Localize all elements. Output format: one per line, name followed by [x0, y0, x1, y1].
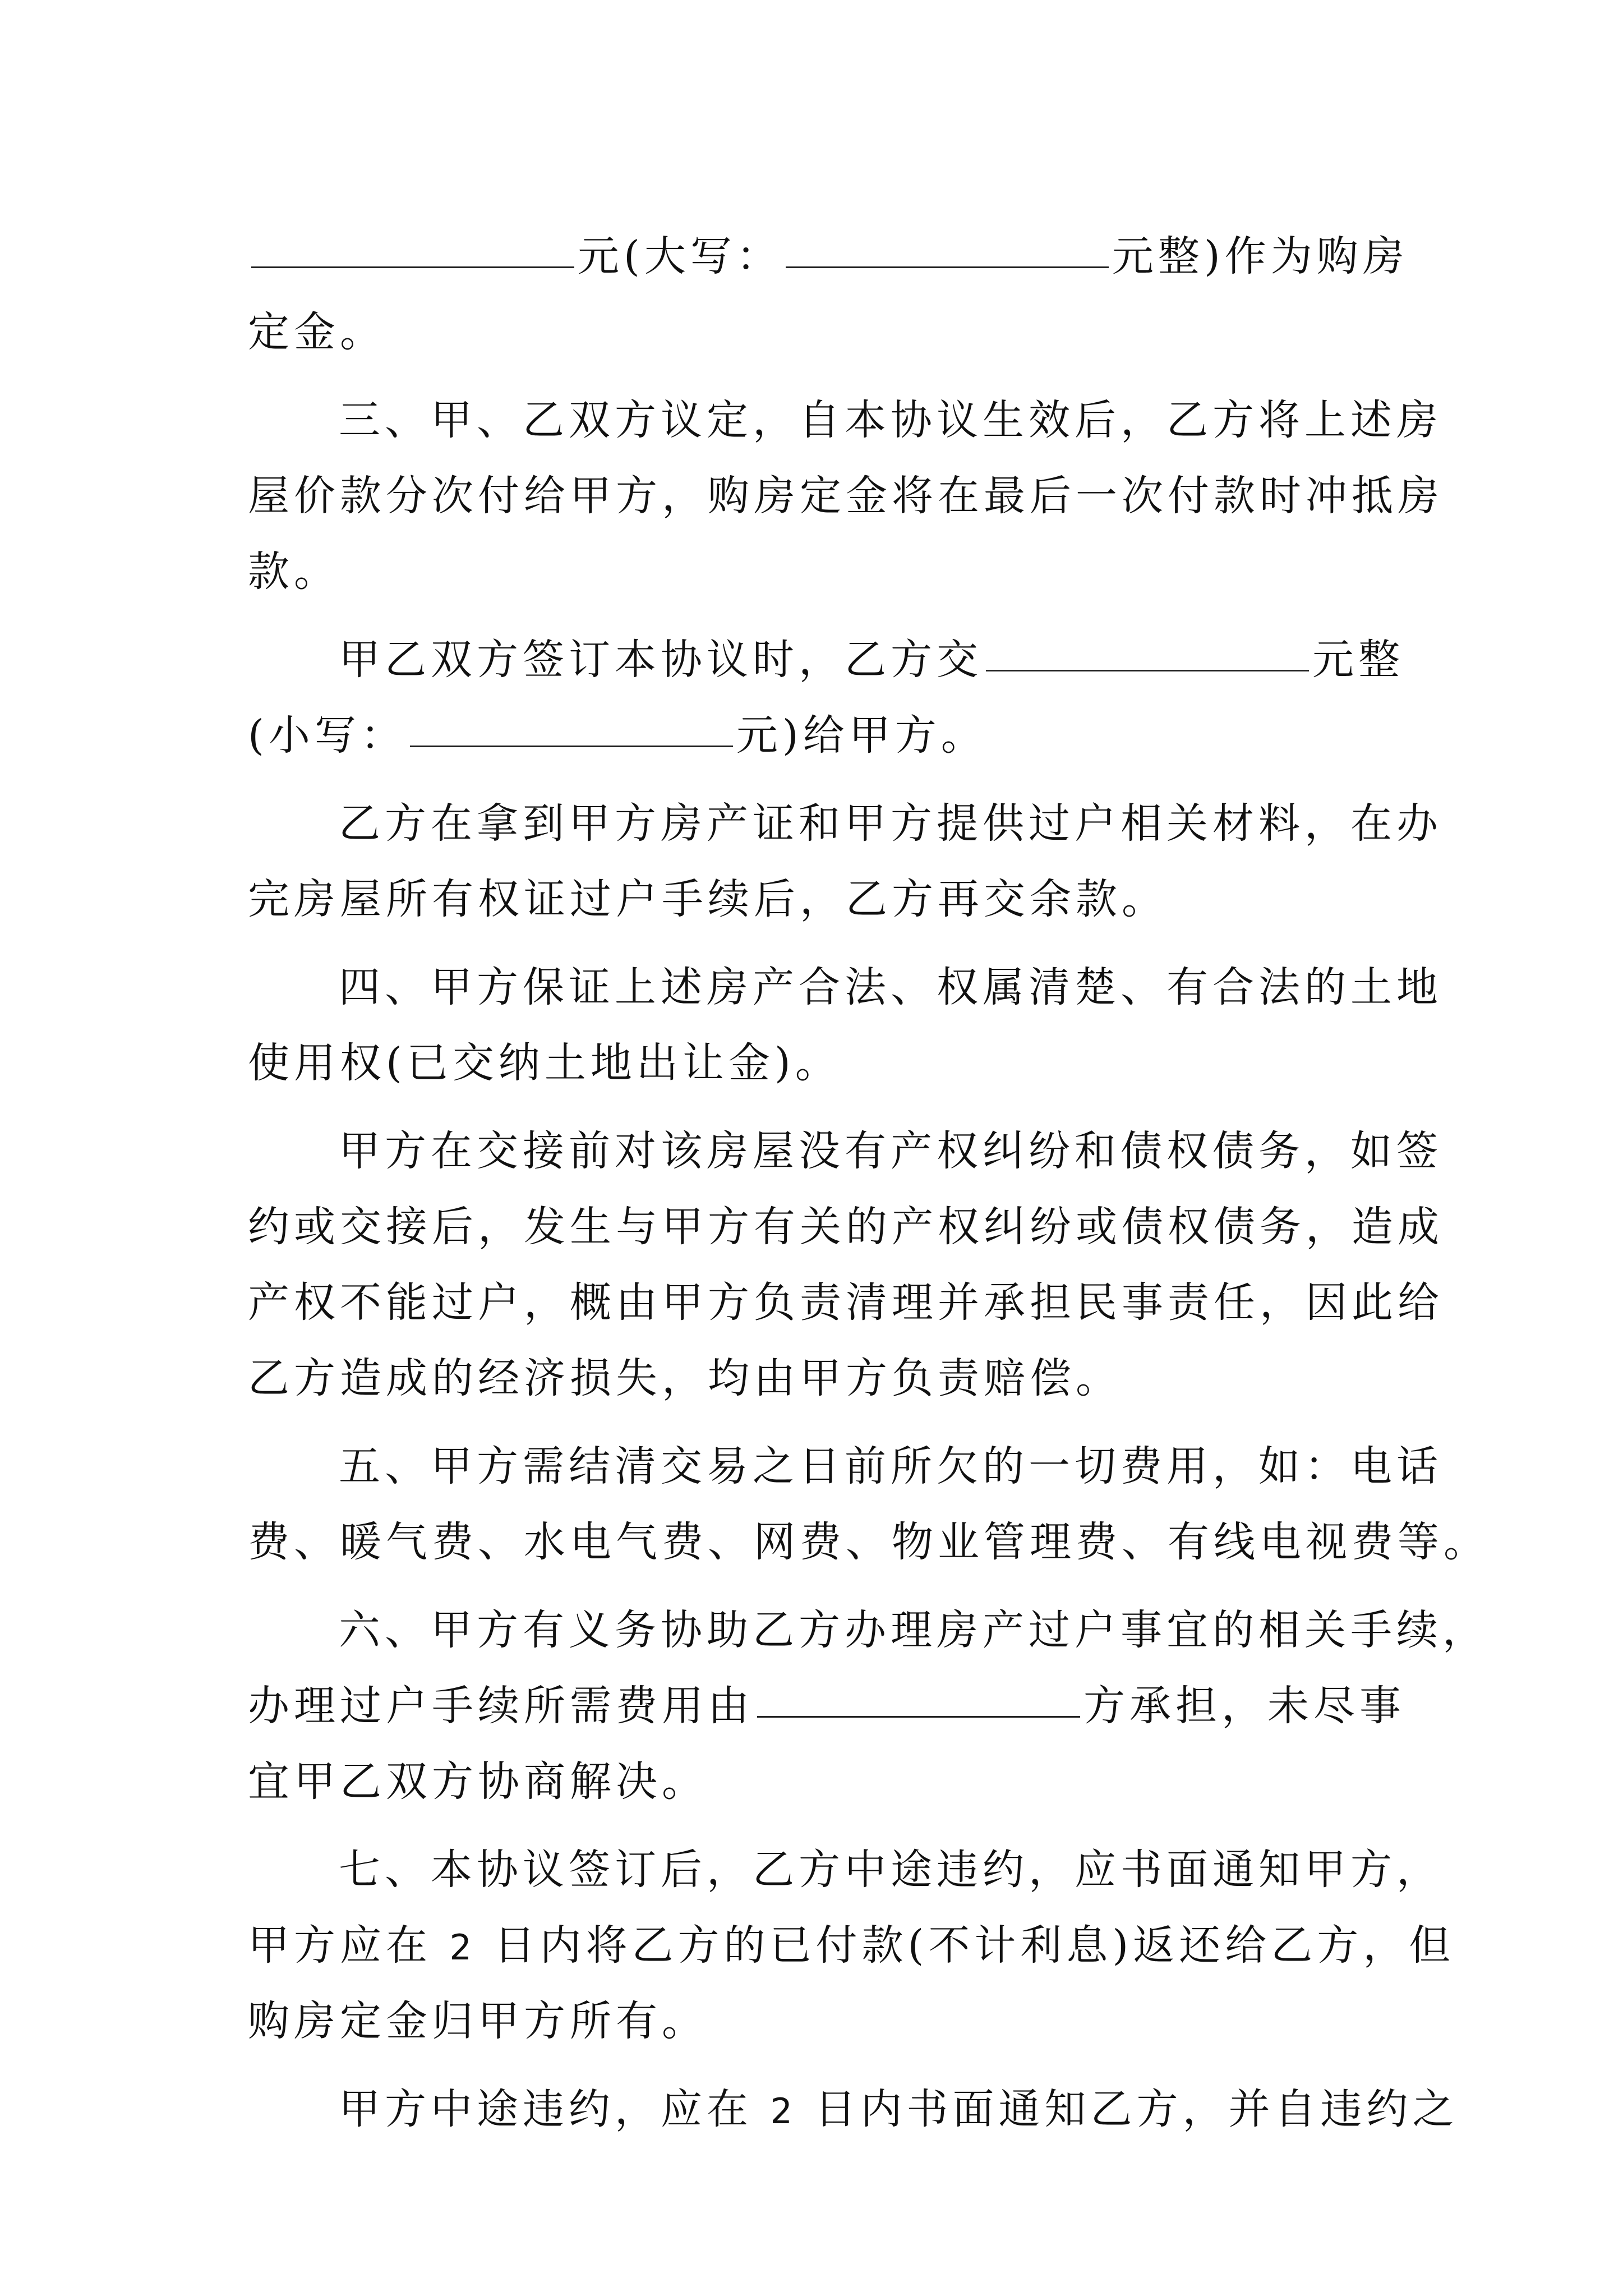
text-line: 完房屋所有权证过户手续后，乙方再交余款。 [248, 875, 1168, 923]
fill-in-blank[interactable] [786, 226, 1109, 268]
text-fragment: 元)给甲方。 [736, 711, 987, 760]
text-line [248, 622, 1404, 698]
text-line: 款。 [248, 547, 340, 596]
text-line: 费、暖气费、水电气费、网费、物业管理费、有线电视费等。 [248, 1518, 1490, 1566]
text-line [248, 219, 1409, 295]
text-fragment: (小写： [248, 711, 407, 760]
text-line: 七、本协议签订后，乙方中途违约，应书面通知甲方， [339, 1846, 1442, 1894]
fill-in-blank[interactable] [986, 629, 1309, 671]
text-fragment: 元整)作为购房 [1112, 232, 1409, 280]
text-line: 产权不能过户，概由甲方负责清理并承担民事责任，因此给 [248, 1278, 1444, 1327]
text-line: 乙方在拿到甲方房产证和甲方提供过户相关材料，在办 [339, 799, 1442, 848]
text-line [248, 2072, 1459, 2147]
text-fragment: 日内将乙方的已付款(不计利息)返还给乙方，但 [494, 1921, 1455, 1970]
text-fragment: 日内书面通知乙方，并自违约之 [814, 2085, 1459, 2133]
document-body [248, 219, 1490, 2147]
text-fragment: 元(大写： [578, 232, 782, 280]
fill-in-blank[interactable] [251, 226, 574, 268]
text-line: 屋价款分次付给甲方，购房定金将在最后一次付款时冲抵房 [248, 472, 1444, 520]
text-line: 五、甲方需结清交易之日前所欠的一切费用，如：电话 [339, 1442, 1442, 1490]
text-fragment: 甲方中途违约，应在 [339, 2085, 753, 2133]
text-line: 定金。 [248, 308, 386, 356]
text-line: 乙方造成的经济损失，均由甲方负责赔偿。 [248, 1354, 1122, 1402]
text-line: 购房定金归甲方所有。 [248, 1997, 708, 2045]
text-fragment: 办理过户手续所需费用由 [248, 1682, 754, 1730]
text-line [248, 698, 1381, 774]
text-line: 宜甲乙双方协商解决。 [248, 1757, 708, 1806]
text-line: 六、甲方有义务协助乙方办理房产过户事宜的相关手续， [339, 1606, 1488, 1654]
text-fragment: 元整 [1312, 636, 1404, 684]
fill-in-blank[interactable] [757, 1676, 1080, 1718]
text-line: 四、甲方保证上述房产合法、权属清楚、有合法的土地 [339, 963, 1442, 1011]
text-line: 约或交接后，发生与甲方有关的产权纠纷或债权债务，造成 [248, 1203, 1444, 1251]
fill-in-blank[interactable] [410, 705, 733, 747]
text-fragment: 方承担，未尽事 [1083, 1682, 1405, 1730]
text-line: 甲方在交接前对该房屋没有产权纠纷和债权债务，如签 [339, 1127, 1442, 1175]
number-value: 2 [449, 1927, 476, 1968]
text-line: 三、甲、乙双方议定，自本协议生效后，乙方将上述房 [339, 396, 1442, 444]
text-line: 使用权(已交纳土地出让金)。 [248, 1039, 841, 1087]
text-line [248, 1908, 1455, 1984]
text-line [248, 1668, 1405, 1744]
text-fragment: 甲方应在 [248, 1921, 432, 1970]
text-fragment: 甲乙双方签订本协议时，乙方交 [339, 636, 983, 684]
number-value: 2 [770, 2091, 797, 2132]
